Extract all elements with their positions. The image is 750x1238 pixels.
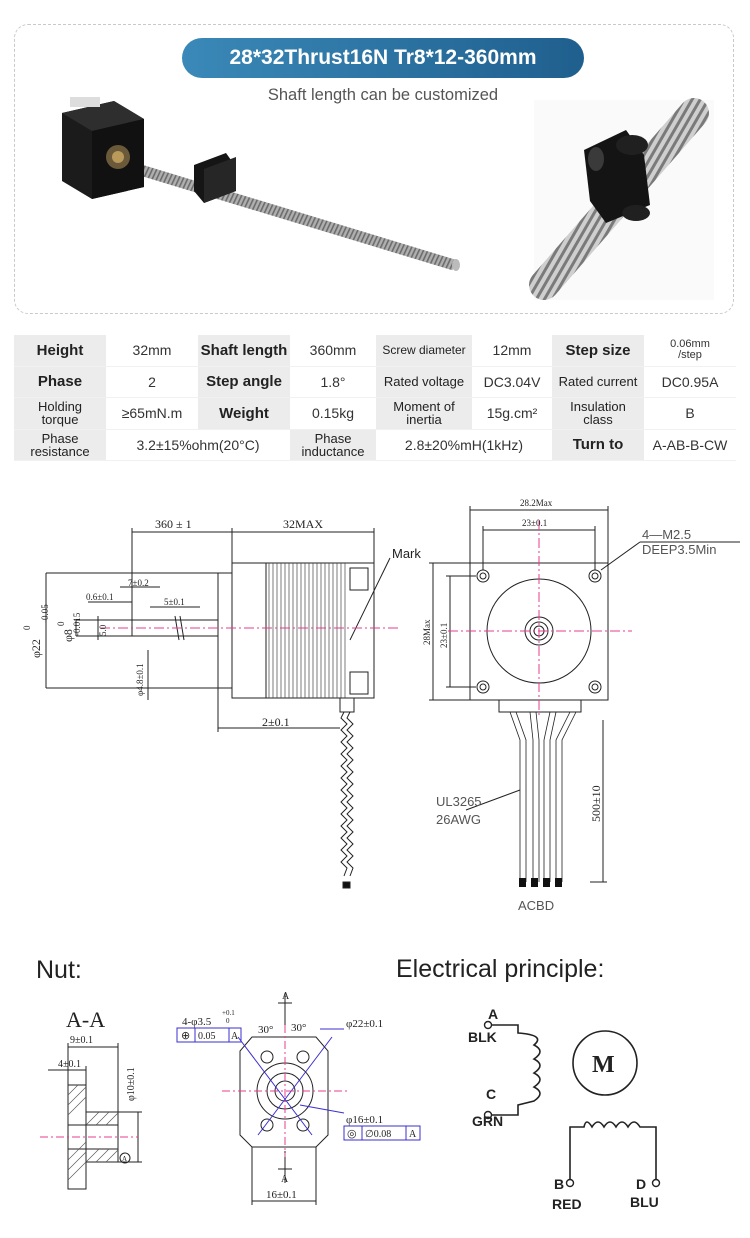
motor-symbol: M [592, 1052, 615, 1078]
terminal-d: D [636, 1176, 647, 1192]
spec-label: Insulation class [552, 398, 644, 430]
spec-value: 15g.cm² [472, 398, 552, 430]
spec-label: Weight [198, 398, 290, 430]
spec-label: Phase inductance [290, 430, 376, 462]
nut-heading: Nut: [36, 956, 82, 984]
dim-5-0: 5.0 [98, 624, 108, 636]
dim-shaft-tol-top: 0 [56, 621, 66, 626]
dim-flange-tol-bottom: -0.05 [40, 604, 50, 623]
spec-value: 0.06mm /step [644, 335, 736, 367]
table-row [14, 398, 736, 430]
spec-label: Phase resistance [14, 430, 106, 462]
angle-1: 30° [258, 1024, 274, 1036]
datum-a-concentricity: A [409, 1129, 417, 1140]
cable-spec-2: 26AWG [436, 812, 482, 827]
spec-label: Step size [552, 335, 644, 367]
wire-blu: BLU [630, 1194, 659, 1210]
spec-value: 3.2±15%ohm(20°C) [106, 430, 290, 462]
spec-label: Step angle [198, 367, 290, 399]
spec-label: Turn to [552, 430, 644, 462]
spec-label: Holding torque [14, 398, 106, 430]
dim-height-max: 28Max [422, 619, 432, 645]
spec-label: Moment of inertia [376, 398, 472, 430]
spec-value: 2 [106, 367, 198, 399]
spec-value: DC0.95A [644, 367, 736, 399]
position-icon: ⊕ [181, 1029, 191, 1042]
product-title: 28*32Thrust16N Tr8*12-360mm [182, 38, 584, 78]
holes-spec: 4-φ3.5 [182, 1016, 212, 1028]
spec-label: Rated voltage [376, 367, 472, 399]
spec-value: A-AB-B-CW [644, 430, 736, 462]
section-mark-bottom: A [281, 1174, 289, 1185]
spec-value: DC3.04V [472, 367, 552, 399]
dim-width-16: 16±0.1 [266, 1189, 297, 1201]
spec-value: B [644, 398, 736, 430]
position-tolerance: 0.05 [198, 1031, 216, 1042]
spec-label: Rated current [552, 367, 644, 399]
terminal-a: A [488, 1006, 499, 1022]
product-photos [14, 95, 734, 310]
wire-red: RED [552, 1196, 582, 1212]
dim-22: φ22±0.1 [346, 1018, 384, 1030]
holes-tol-top: +0.1 [222, 1009, 235, 1017]
dim-5: 5±0.1 [164, 597, 185, 607]
section-label: A-A [66, 1007, 106, 1032]
dim-width-max: 28.2Max [520, 498, 553, 508]
concentricity-tolerance: ∅0.08 [365, 1129, 392, 1140]
terminal-c: C [486, 1086, 497, 1102]
angle-2: 30° [291, 1022, 307, 1034]
hole-spec-1: 4—M2.5 [642, 527, 692, 542]
dim-height-pitch: 23±0.1 [439, 622, 449, 648]
dim-shaft-length: 360 ± 1 [155, 517, 192, 531]
spec-value: 360mm [290, 335, 376, 367]
hole-spec-2: DEEP3.5Min [642, 542, 717, 557]
concentricity-icon: ◎ [347, 1127, 357, 1140]
spec-label: Shaft length [198, 335, 290, 367]
product-subtitle: Shaft length can be customized [267, 86, 499, 104]
dim-16: φ16±0.1 [346, 1114, 384, 1126]
dim-4: 4±0.1 [58, 1059, 81, 1070]
spec-value: 12mm [472, 335, 552, 367]
motor-dimension-drawing [0, 490, 750, 920]
dim-9: 9±0.1 [70, 1035, 93, 1046]
dim-shaft-tol-bottom: -0.015 [72, 612, 82, 636]
datum-a-position: A [231, 1031, 239, 1042]
lead-order: ACBD [518, 898, 555, 913]
dim-10: φ10±0.1 [126, 1067, 137, 1101]
spec-label: Phase [14, 367, 106, 399]
dim-0-6: 0.6±0.1 [86, 592, 114, 602]
nut-photo [534, 100, 714, 300]
mark-label: Mark [392, 546, 421, 561]
dim-flange-diameter: φ22 [29, 639, 43, 658]
spec-value: 2.8±20%mH(1kHz) [376, 430, 552, 462]
nut-and-electrical-drawings [0, 985, 750, 1238]
spec-value: 32mm [106, 335, 198, 367]
electrical-heading: Electrical principle: [396, 955, 605, 983]
spec-label: Screw diameter [376, 335, 472, 367]
spec-value: 0.15kg [290, 398, 376, 430]
table-row [14, 335, 736, 367]
motor-photo [62, 97, 460, 271]
cable-spec-1: UL3265 [436, 794, 482, 809]
wire-blk: BLK [468, 1029, 497, 1045]
dim-4-8: φ4.8±0.1 [135, 663, 145, 696]
spec-value: 1.8° [290, 367, 376, 399]
spec-value: ≥65mN.m [106, 398, 198, 430]
dim-shaft-diameter: φ8 [61, 629, 75, 642]
spec-label: Height [14, 335, 106, 367]
dim-body-length: 32MAX [283, 517, 324, 531]
datum-a-section: A [122, 1155, 128, 1163]
spec-table [14, 335, 736, 461]
dim-7: 7±0.2 [128, 578, 149, 588]
table-row [14, 430, 736, 462]
dim-hole-pitch: 23±0.1 [522, 518, 548, 528]
dim-flange-tol-top: 0 [22, 625, 32, 630]
dim-lead-length: 500±10 [589, 785, 603, 822]
holes-tol-bottom: 0 [226, 1017, 230, 1025]
section-mark-top: A [282, 991, 290, 1002]
wire-grn: GRN [472, 1113, 504, 1129]
table-row [14, 367, 736, 399]
dim-2: 2±0.1 [262, 715, 290, 729]
terminal-b: B [554, 1176, 565, 1192]
